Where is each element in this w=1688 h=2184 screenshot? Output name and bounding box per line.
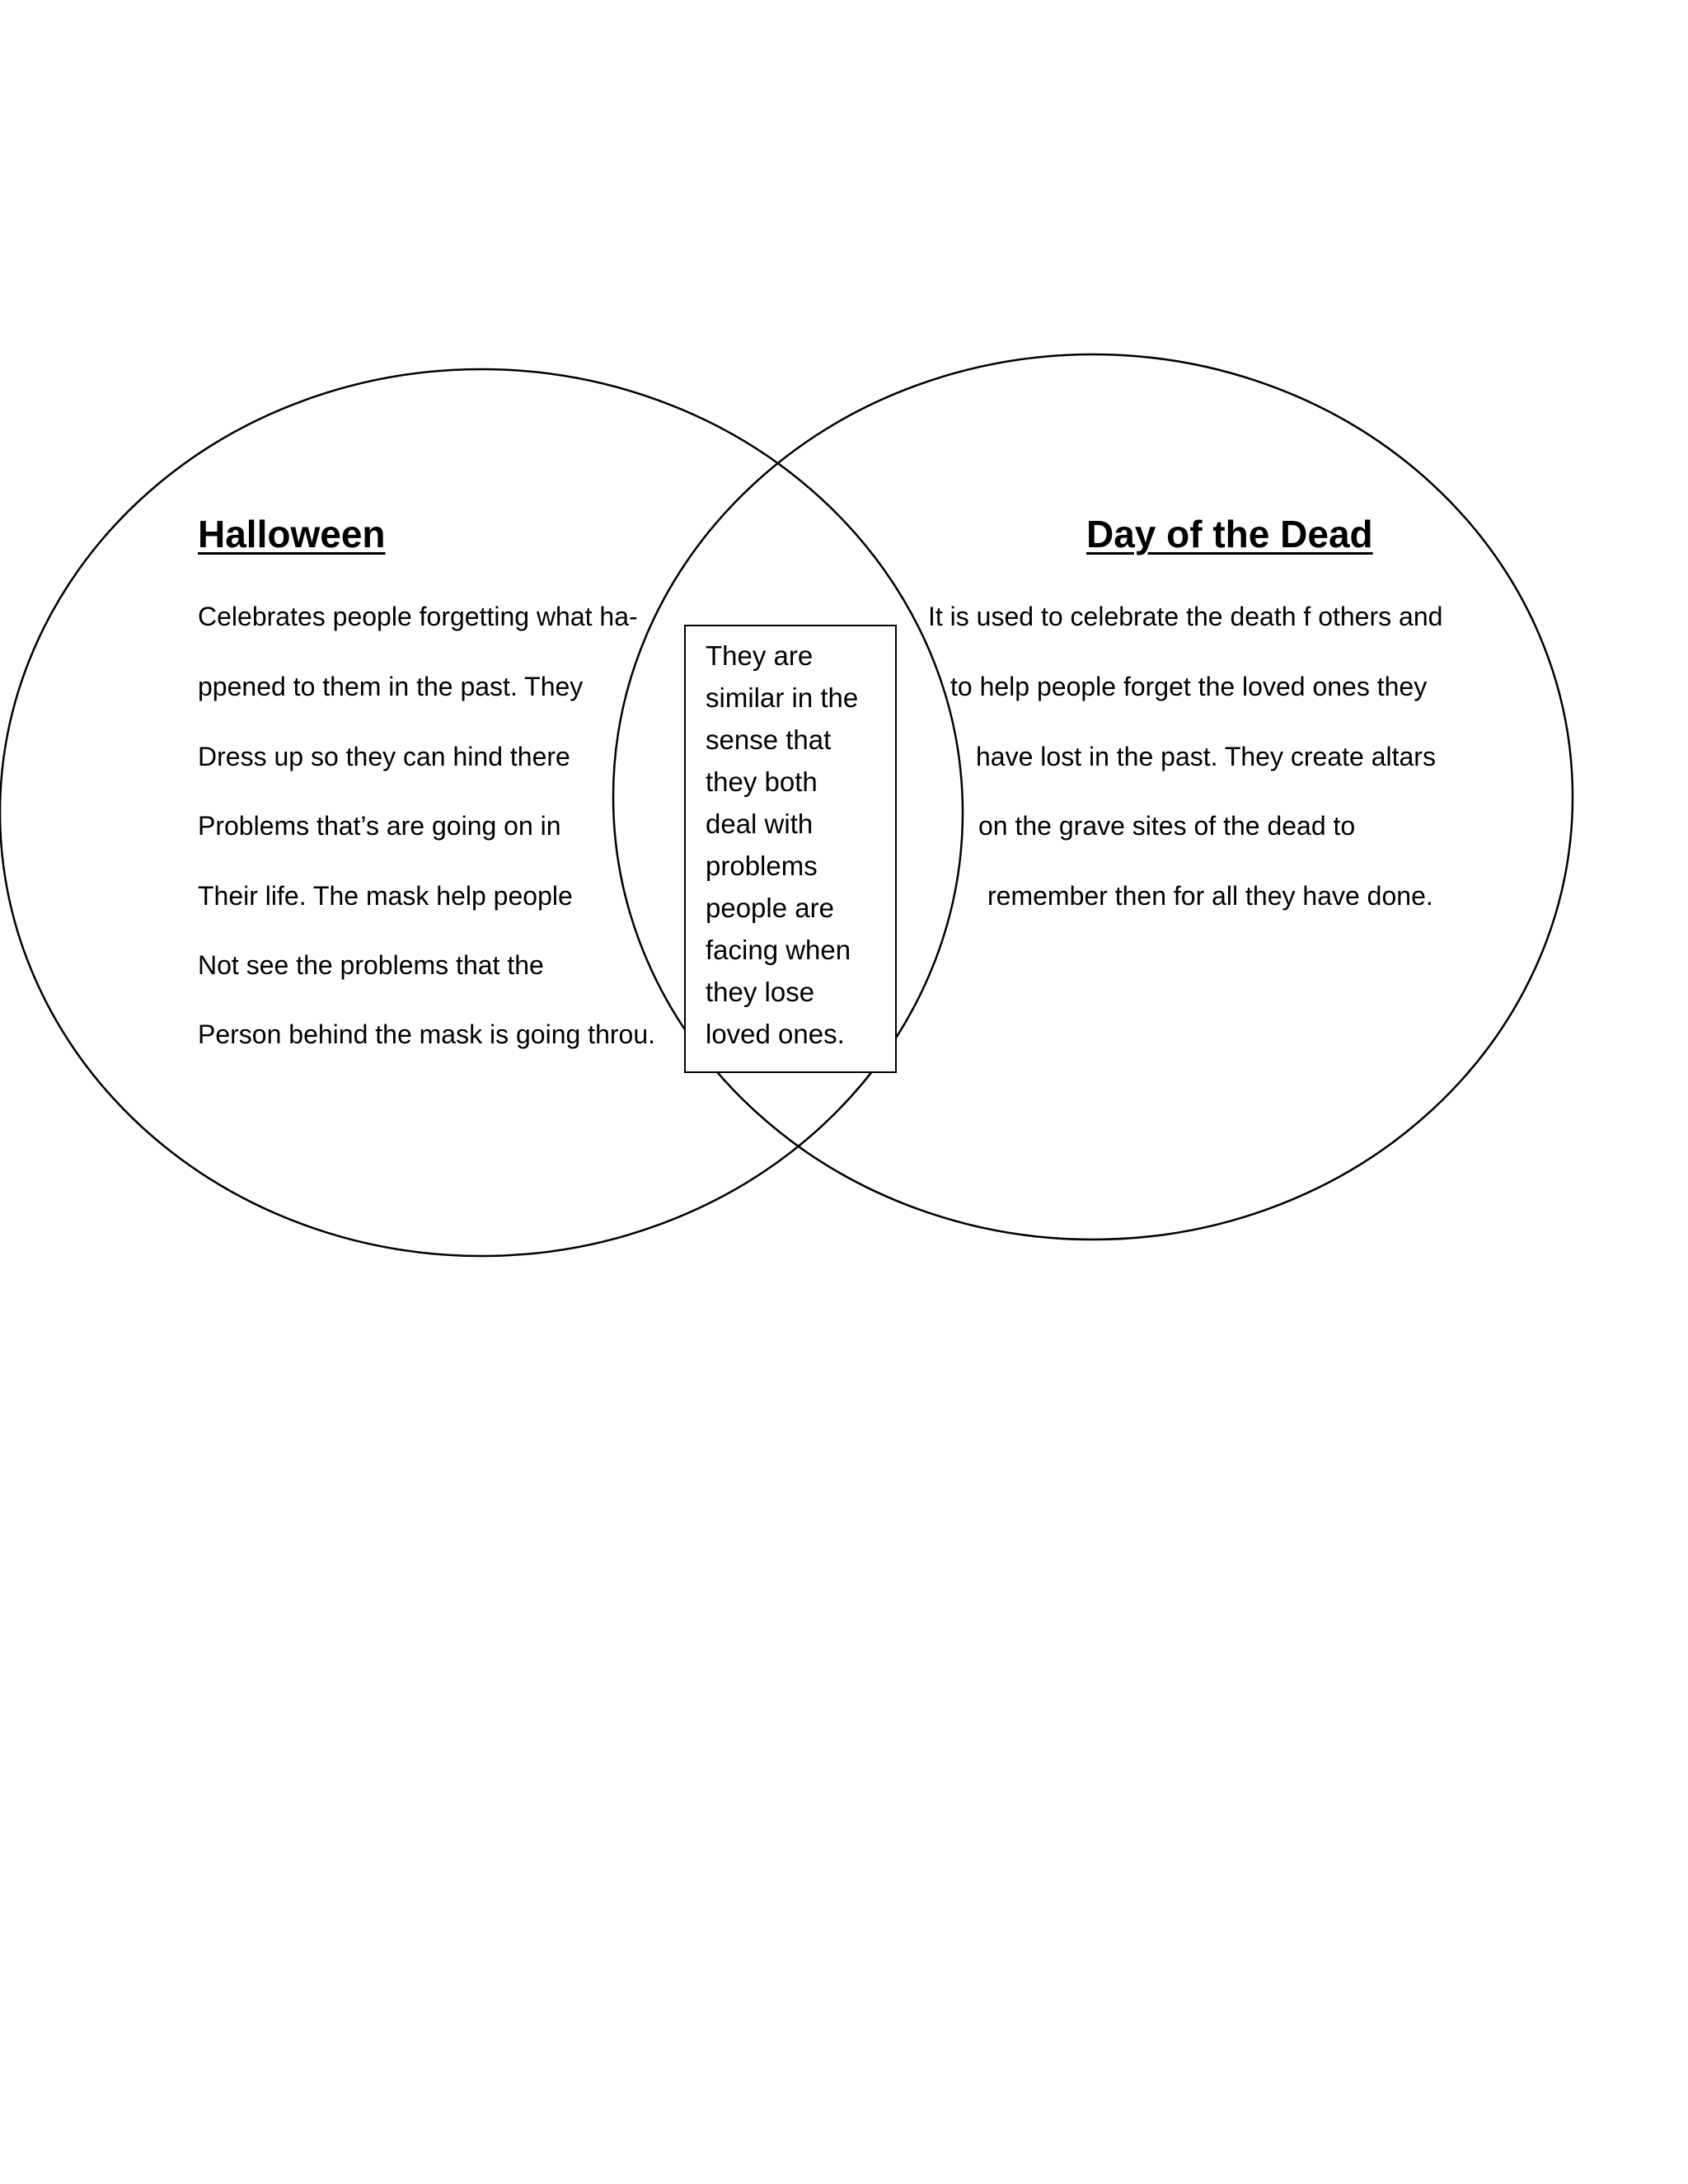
day-of-the-dead-text-line: to help people forget the loved ones they bbox=[950, 672, 1428, 701]
halloween-title: Halloween bbox=[198, 513, 386, 555]
day-of-the-dead-title: Day of the Dead bbox=[1086, 513, 1373, 555]
halloween-text-line: Dress up so they can hind there bbox=[198, 742, 570, 771]
overlap-text-line: They are bbox=[706, 640, 814, 671]
halloween-text-line: Not see the problems that the bbox=[198, 950, 544, 980]
overlap-text-line: similar in the bbox=[706, 682, 859, 713]
halloween-text-line: ppened to them in the past. They bbox=[198, 672, 584, 701]
overlap-text-line: deal with bbox=[706, 808, 814, 839]
day-of-the-dead-text-line: It is used to celebrate the death f others and bbox=[928, 602, 1443, 631]
day-of-the-dead-text-line: remember then for all they have done. bbox=[987, 881, 1433, 911]
overlap-text-line: problems bbox=[706, 851, 818, 881]
day-of-the-dead-text-line: have lost in the past. They create altars bbox=[976, 742, 1436, 771]
overlap-text-line: loved ones. bbox=[706, 1019, 845, 1049]
halloween-text-line: Person behind the mask is going throu. bbox=[198, 1019, 655, 1049]
overlap-text-line: they both bbox=[706, 766, 818, 797]
halloween-text-line: Problems that’s are going on in bbox=[198, 811, 561, 841]
halloween-text-line: Their life. The mask help people bbox=[198, 881, 573, 911]
overlap-text-box bbox=[684, 625, 897, 1073]
overlap-text-line: sense that bbox=[706, 724, 832, 755]
overlap-text-line: they lose bbox=[706, 977, 815, 1007]
overlap-text-line: facing when bbox=[706, 935, 851, 965]
day-of-the-dead-text-line: on the grave sites of the dead to bbox=[978, 811, 1356, 841]
halloween-text-line: Celebrates people forgetting what ha- bbox=[198, 602, 638, 631]
overlap-text-line: people are bbox=[706, 893, 834, 923]
